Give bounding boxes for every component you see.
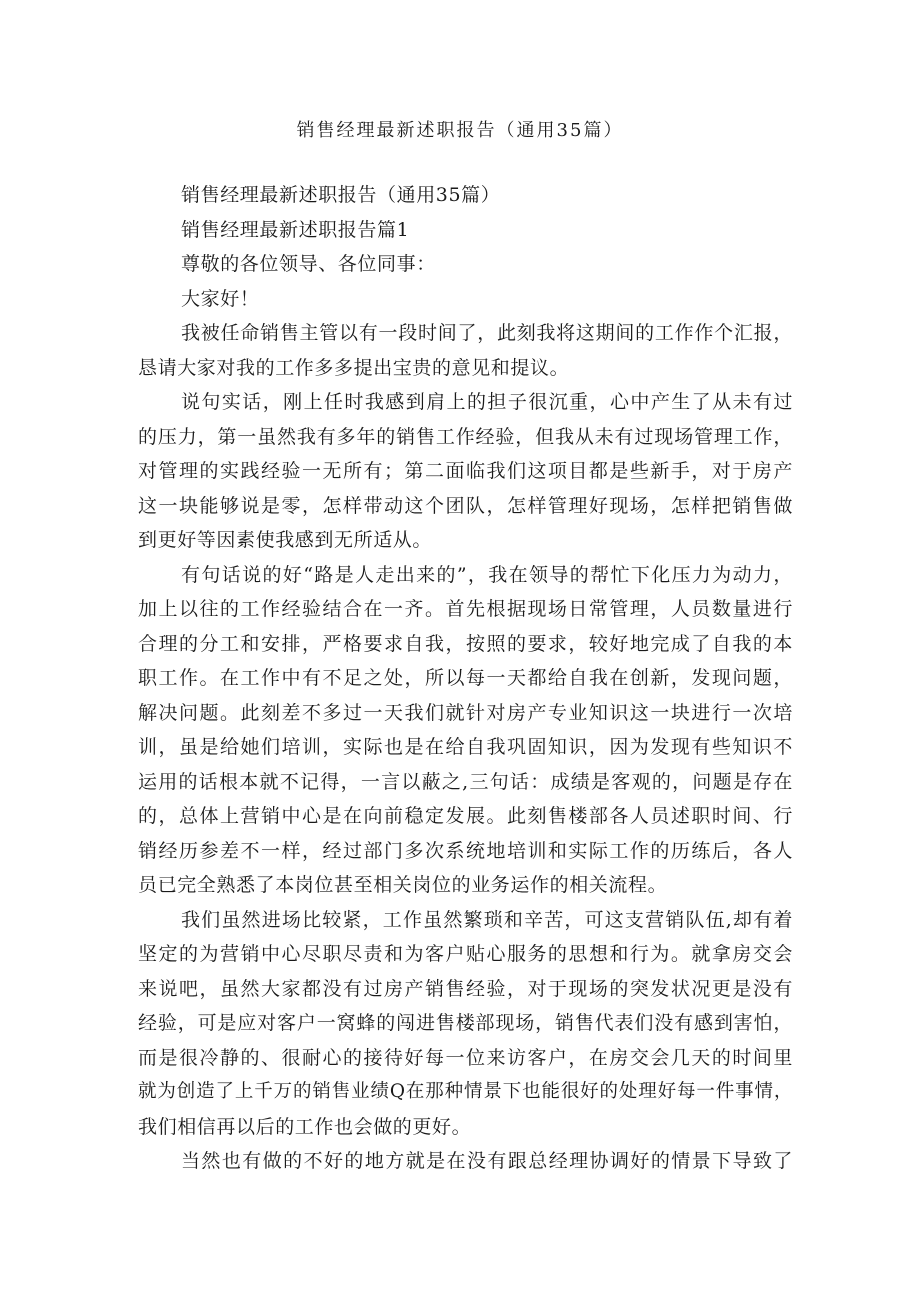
text-line: 销售经理最新述职报告（通用35篇）: [181, 184, 501, 206]
text-line: 就为创造了上千万的销售业绩Q在那种情景下也能很好的处理好每一件事情，: [138, 1081, 793, 1102]
text-line: 经验，可是应对客户一窝蜂的闯进售楼部现场，销售代表们没有感到害怕，: [138, 1012, 793, 1034]
text-line: 的压力，第一虽然我有多年的销售工作经验，但我从未有过现场管理工作，: [138, 425, 793, 448]
document-body: [138, 178, 793, 1179]
text-line: 恳请大家对我的工作多多提出宝贵的意见和提议。: [138, 356, 570, 379]
text-line: 我们虽然进场比较紧，工作虽然繁琐和辛苦，可这支营销队伍,却有着: [181, 908, 793, 931]
text-line: 职工作。在工作中有不足之处，所以每一天都给自我在创新，发现问题，: [138, 667, 793, 689]
text-line: 销售经理最新述职报告篇1: [181, 218, 410, 241]
text-line: 解决问题。此刻差不多过一天我们就针对房产专业知识这一块进行一次培: [138, 701, 793, 724]
text-line: 合理的分工和安排，严格要求自我，按照的要求，较好地完成了自我的本: [138, 632, 793, 655]
text-line: 来说吧，虽然大家都没有过房产销售经验，对于现场的突发状况更是没有: [138, 977, 793, 1000]
text-line: 坚定的为营销中心尽职尽责和为客户贴心服务的思想和行为。就拿房交会: [138, 943, 793, 965]
text-line: 而是很冷静的、很耐心的接待好每一位来访客户，在房交会几天的时间里: [138, 1046, 793, 1069]
text-line: 这一块能够说是零，怎样带动这个团队，怎样管理好现场，怎样把销售做: [138, 494, 793, 517]
text-line: 我们相信再以后的工作也会做的更好。: [138, 1115, 472, 1138]
text-line: 运用的话根本就不记得，一言以蔽之,三句话：成绩是客观的，问题是存在: [138, 770, 793, 793]
text-line: 对管理的实践经验一无所有；第二面临我们这项目都是些新手，对于房产: [138, 460, 793, 482]
text-line: 销经历参差不一样，经过部门多次系统地培训和实际工作的历练后，各人: [138, 839, 793, 862]
text-line: 我被任命销售主管以有一段时间了，此刻我将这期间的工作作个汇报，: [181, 322, 793, 344]
text-line: 有句话说的好“路是人走出来的”，我在领导的帮忙下化压力为动力，: [181, 563, 793, 586]
text-line: 加上以往的工作经验结合在一齐。首先根据现场日常管理，人员数量进行: [138, 598, 793, 620]
text-line: 的，总体上营销中心是在向前稳定发展。此刻售楼部各人员述职时间、行: [138, 805, 793, 827]
text-line: 训，虽是给她们培训，实际也是在给自我巩固知识，因为发现有些知识不: [138, 736, 793, 758]
text-line: 尊敬的各位领导、各位同事：: [181, 253, 436, 275]
document-title: 销售经理最新述职报告（通用35篇）: [296, 120, 624, 141]
text-line: 当然也有做的不好的地方就是在没有跟总经理协调好的情景下导致了: [181, 1150, 793, 1172]
text-line: 说句实话，刚上任时我感到肩上的担子很沉重，心中产生了从未有过: [181, 391, 793, 413]
text-line: 大家好！: [181, 287, 260, 310]
text-line: 到更好等因素使我感到无所适从。: [138, 529, 433, 551]
text-line: 员已完全熟悉了本岗位甚至相关岗位的业务运作的相关流程。: [138, 874, 668, 896]
